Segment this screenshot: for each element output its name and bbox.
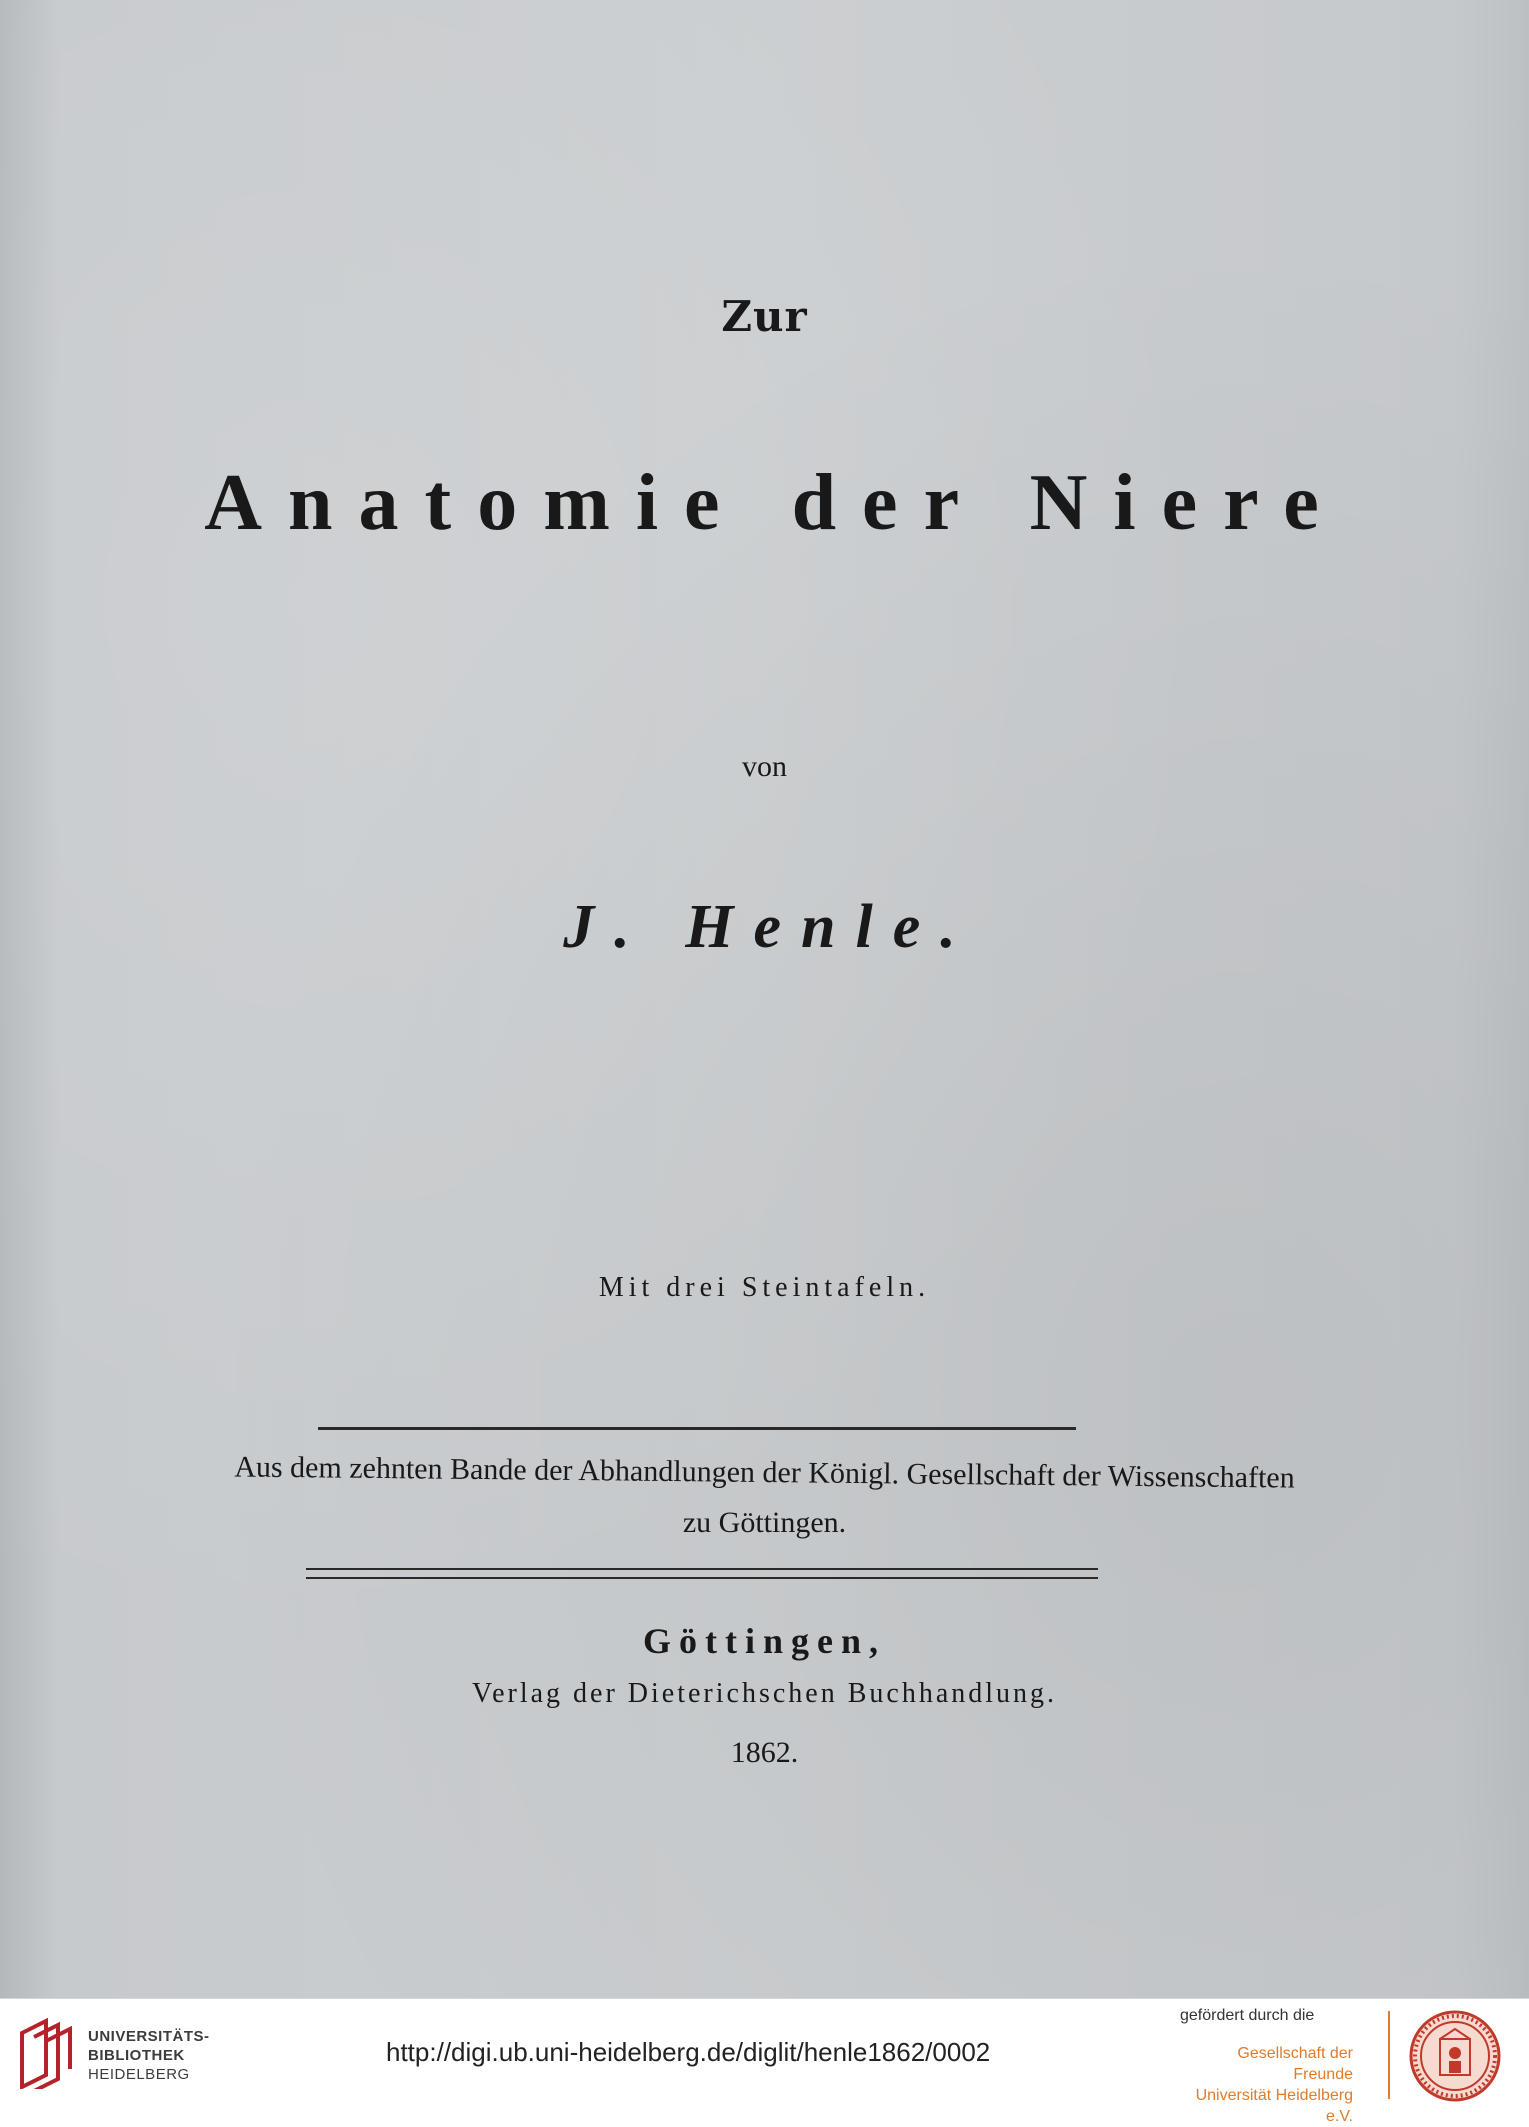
double-rule-bottom (306, 1577, 1098, 1579)
footer-divider (1388, 2011, 1390, 2099)
library-name (88, 2027, 210, 2084)
publication-year: 1862. (730, 1736, 799, 1769)
divider-rule (318, 1427, 1076, 1430)
sponsor-line1: Gesellschaft der Freunde (1237, 2045, 1353, 2083)
viewer-footer (0, 1998, 1529, 2125)
source-note-line2: zu Göttingen. (682, 1506, 847, 1539)
sponsor-line2: Universität Heidelberg e.V. (1195, 2087, 1353, 2125)
library-line3: HEIDELBERG (88, 2066, 190, 2083)
plates-note: Mit drei Steintafeln. (598, 1272, 931, 1303)
sponsor-name[interactable] (1188, 2043, 1353, 2127)
funded-by-label: gefördert durch die (1180, 2007, 1315, 2024)
author-name: J. Henle. (563, 893, 976, 961)
permalink-url[interactable]: http://digi.ub.uni-heidelberg.de/diglit/henle1862/0002 (386, 2037, 991, 2067)
university-seal-icon (1408, 2009, 1502, 2103)
publisher: Verlag der Dieterichschen Buchhandlung. (471, 1678, 1058, 1709)
book-title: Anatomie der Niere (204, 459, 1345, 547)
title-prefix: Zur (721, 292, 808, 341)
source-note-line1: Aus dem zehnten Bande der Abhandlungen der Königl. Gesellschaft der Wissenschaften (234, 1450, 1295, 1495)
library-line1: UNIVERSITÄTS- (88, 2028, 210, 2045)
double-rule-top (306, 1568, 1098, 1570)
library-line2: BIBLIOTHEK (88, 2047, 185, 2064)
ub-heidelberg-logo-icon[interactable] (16, 2015, 78, 2089)
publication-city: Göttingen, (642, 1621, 886, 1661)
by-line: von (742, 750, 787, 783)
